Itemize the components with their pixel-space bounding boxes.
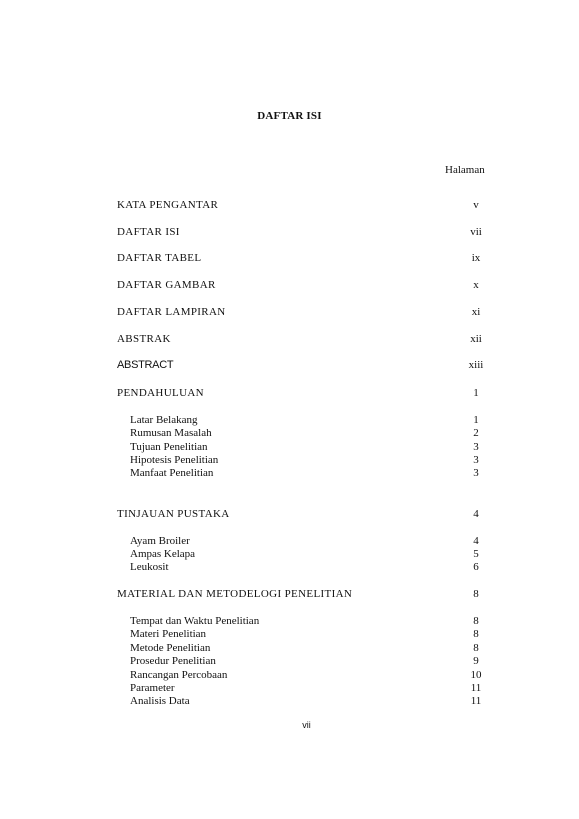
toc-entry-page: v <box>473 199 479 211</box>
toc-entry-page: 8 <box>473 642 479 654</box>
toc-entry-label: Manfaat Penelitian <box>130 467 214 479</box>
toc-entry-label: Rumusan Masalah <box>130 427 212 439</box>
toc-entry-page: 1 <box>473 387 479 399</box>
toc-entry-label: Rancangan Percobaan <box>130 669 228 681</box>
toc-entry-page: 8 <box>473 588 479 600</box>
toc-entry-page: 1 <box>473 414 479 426</box>
toc-subentry-parameter <box>117 681 487 695</box>
toc-entry-page: 4 <box>473 508 479 520</box>
toc-subentry-leukosit <box>117 560 487 574</box>
toc-subentry-latar-belakang <box>117 413 487 427</box>
toc-entry-label: Hipotesis Penelitian <box>130 454 219 466</box>
toc-entry-label: DAFTAR LAMPIRAN <box>117 306 226 318</box>
toc-entry-kata-pengantar <box>117 198 487 212</box>
toc-subentry-materi-penelitian <box>117 627 487 641</box>
toc-entry-daftar-gambar <box>117 278 487 292</box>
toc-title: DAFTAR ISI <box>257 110 322 122</box>
toc-entry-page: 5 <box>473 548 479 560</box>
toc-entry-label: PENDAHULUAN <box>117 387 204 399</box>
toc-entry-label: Tempat dan Waktu Penelitian <box>130 615 260 627</box>
toc-entry-page: xii <box>470 333 482 345</box>
toc-subentry-manfaat-penelitian <box>117 466 487 480</box>
toc-entry-abstract <box>117 358 487 372</box>
toc-entry-page: 2 <box>473 427 479 439</box>
toc-entry-page: 8 <box>473 615 479 627</box>
toc-subentry-ampas-kelapa <box>117 547 487 561</box>
toc-entry-label: Prosedur Penelitian <box>130 655 216 667</box>
toc-entry-page: 4 <box>473 535 479 547</box>
toc-entry-daftar-isi <box>117 225 487 239</box>
toc-entry-label: Metode Penelitian <box>130 642 211 654</box>
toc-entry-daftar-tabel <box>117 251 487 265</box>
toc-entry-label: TINJAUAN PUSTAKA <box>117 508 230 520</box>
toc-entry-label: Parameter <box>130 682 175 694</box>
toc-subentry-ayam-broiler <box>117 534 487 548</box>
toc-entry-tinjauan-pustaka <box>117 507 487 521</box>
toc-entry-label: MATERIAL DAN METODELOGI PENELITIAN <box>117 588 353 600</box>
toc-subentry-rumusan-masalah <box>117 426 487 440</box>
toc-entry-label: Ayam Broiler <box>130 535 190 547</box>
toc-entry-label: Analisis Data <box>130 695 190 707</box>
halaman-label: Halaman <box>445 164 485 176</box>
toc-entry-label: ABSTRAK <box>117 333 171 345</box>
toc-entry-pendahuluan <box>117 386 487 400</box>
toc-entry-page: x <box>473 279 479 291</box>
page-number-footer: vii <box>302 720 311 730</box>
toc-subentry-metode-penelitian <box>117 641 487 655</box>
toc-entry-page: 3 <box>473 467 479 479</box>
toc-entry-label: Materi Penelitian <box>130 628 207 640</box>
toc-entry-label: Ampas Kelapa <box>130 548 196 560</box>
toc-entry-label: Tujuan Penelitian <box>130 441 208 453</box>
toc-entry-daftar-lampiran <box>117 305 487 319</box>
toc-entry-label: KATA PENGANTAR <box>117 199 219 211</box>
toc-subentry-prosedur-penelitian <box>117 654 487 668</box>
toc-entry-label: DAFTAR ISI <box>117 226 180 238</box>
toc-entry-page: xiii <box>468 359 484 371</box>
toc-entry-page: xi <box>471 306 481 318</box>
toc-subentry-analisis-data <box>117 694 487 708</box>
toc-subentry-hipotesis-penelitian <box>117 453 487 467</box>
toc-entry-abstrak <box>117 332 487 346</box>
toc-entry-page: 8 <box>473 628 479 640</box>
toc-entry-label: Latar Belakang <box>130 414 198 426</box>
toc-subentry-tempat-waktu <box>117 614 487 628</box>
toc-entry-label: Leukosit <box>130 561 169 573</box>
toc-entry-page: 3 <box>473 454 479 466</box>
toc-entry-page: 11 <box>470 682 482 694</box>
toc-subentry-tujuan-penelitian <box>117 440 487 454</box>
toc-entry-page: 11 <box>470 695 482 707</box>
toc-entry-material-metodelogi <box>117 587 487 601</box>
toc-entry-label: DAFTAR GAMBAR <box>117 279 216 291</box>
toc-entry-page: 6 <box>473 561 479 573</box>
toc-entry-page: 10 <box>470 669 482 681</box>
toc-subentry-rancangan-percobaan <box>117 668 487 682</box>
toc-entry-page: 9 <box>473 655 479 667</box>
toc-entry-page: 3 <box>473 441 479 453</box>
toc-entry-label: ABSTRACT <box>117 359 174 371</box>
toc-entry-label: DAFTAR TABEL <box>117 252 202 264</box>
toc-entry-page: ix <box>471 252 481 264</box>
toc-entry-page: vii <box>470 226 482 238</box>
